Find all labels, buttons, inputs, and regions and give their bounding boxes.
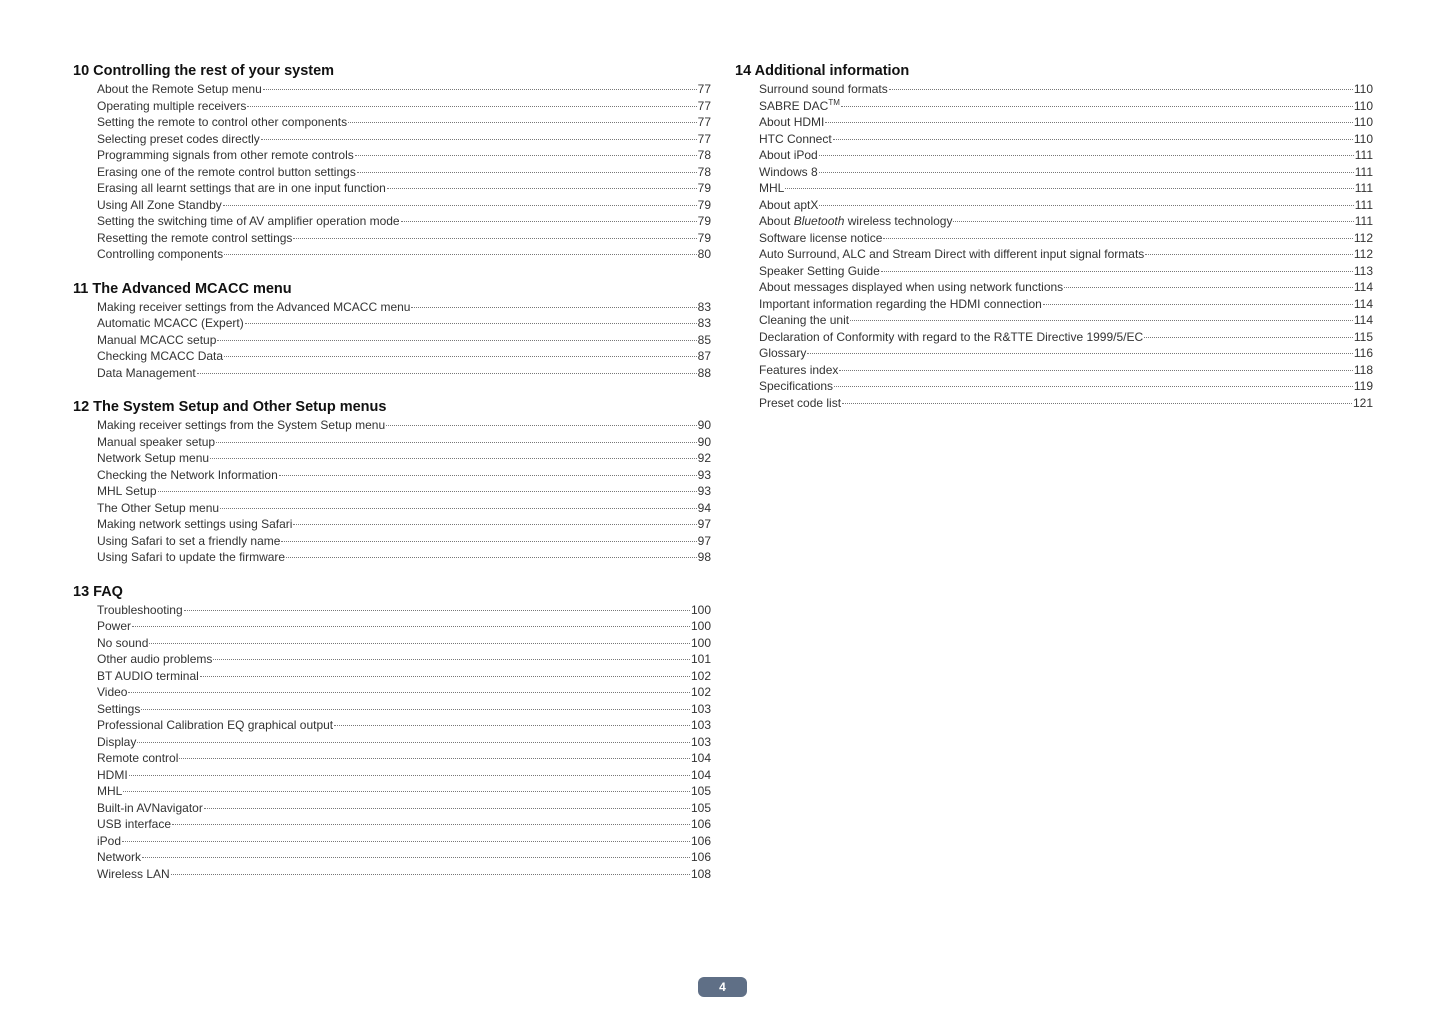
toc-entry-label: Cleaning the unit xyxy=(759,313,850,327)
toc-entry-label: iPod xyxy=(97,833,122,848)
dot-leader xyxy=(281,541,696,542)
toc-entry-page-number: 83 xyxy=(697,316,711,330)
section-title[interactable]: 11 The Advanced MCACC menu xyxy=(73,280,292,297)
toc-entry-label: Video xyxy=(97,685,128,699)
toc-entry-page-number: 79 xyxy=(697,181,711,195)
toc-entry-label: Making receiver settings from the System Setup menu xyxy=(97,418,386,432)
toc-entry-label: MHL xyxy=(97,784,123,798)
toc-entry[interactable] xyxy=(759,312,1373,329)
toc-entry-label: Using Safari to update the firmware xyxy=(97,550,286,564)
toc-entry[interactable] xyxy=(97,450,711,467)
dot-leader xyxy=(386,425,697,426)
toc-entry[interactable] xyxy=(97,147,711,164)
toc-entry[interactable] xyxy=(97,734,711,751)
toc-entry[interactable] xyxy=(759,147,1373,164)
toc-entry-page-number: 85 xyxy=(697,332,711,347)
toc-entry[interactable] xyxy=(97,213,711,230)
dot-leader xyxy=(224,254,697,255)
dot-leader xyxy=(357,172,697,173)
toc-entry-label: Declaration of Conformity with regard to the R&TTE Directive 1999/5/EC xyxy=(759,329,1144,344)
toc-entry-label xyxy=(759,213,952,230)
trademark-superscript: TM xyxy=(828,97,840,107)
toc-entry-label: Speaker Setting Guide xyxy=(759,263,880,278)
toc-entry[interactable] xyxy=(97,434,711,451)
toc-entry-page-number: 77 xyxy=(697,98,711,113)
toc-entry-label: BT AUDIO terminal xyxy=(97,668,199,683)
dot-leader xyxy=(1043,304,1353,305)
toc-entry-page-number: 79 xyxy=(697,214,711,228)
toc-entry-page-number: 108 xyxy=(690,866,711,881)
toc-entry-page-number: 111 xyxy=(1354,197,1373,212)
toc-entry-page-number: 114 xyxy=(1353,280,1373,294)
toc-entry-label: No sound xyxy=(97,635,149,650)
toc-entry-label: About the Remote Setup menu xyxy=(97,82,262,96)
dot-leader xyxy=(224,356,697,357)
dot-leader xyxy=(213,659,690,660)
entry-label-text: About xyxy=(759,214,794,228)
toc-entry[interactable] xyxy=(97,114,711,131)
dot-leader xyxy=(122,841,690,842)
toc-entry-page-number: 102 xyxy=(690,685,711,699)
toc-entry[interactable] xyxy=(97,246,711,263)
toc-entry[interactable] xyxy=(759,362,1373,379)
toc-entry[interactable] xyxy=(97,866,711,883)
toc-entry-label: Checking MCACC Data xyxy=(97,349,224,363)
toc-entry-label: Manual MCACC setup xyxy=(97,332,217,347)
dot-leader xyxy=(204,808,690,809)
toc-entry-label: Remote control xyxy=(97,751,179,765)
toc-entry[interactable] xyxy=(97,602,711,619)
toc-entry[interactable] xyxy=(759,296,1373,313)
toc-entry[interactable] xyxy=(97,348,711,365)
toc-entry-page-number: 105 xyxy=(690,800,711,815)
toc-section xyxy=(735,61,1373,411)
toc-entry-page-number: 104 xyxy=(690,751,711,765)
toc-entry-label: Network xyxy=(97,850,142,864)
dot-leader xyxy=(850,320,1353,321)
toc-entry-label: Built-in AVNavigator xyxy=(97,800,203,815)
toc-entry[interactable] xyxy=(759,246,1373,263)
toc-entry-label: Data Management xyxy=(97,365,196,380)
dot-leader xyxy=(220,508,697,509)
dot-leader xyxy=(881,271,1353,272)
toc-entry-label: Settings xyxy=(97,701,141,716)
toc-entry[interactable] xyxy=(97,833,711,850)
toc-entry-label: USB interface xyxy=(97,817,172,831)
toc-entry[interactable] xyxy=(97,98,711,115)
toc-entry-page-number: 112 xyxy=(1353,230,1373,245)
dot-leader xyxy=(132,626,690,627)
dot-leader xyxy=(263,89,697,90)
toc-entry-list xyxy=(73,602,711,883)
toc-entry[interactable] xyxy=(759,329,1373,346)
toc-entry-label: About messages displayed when using network functions xyxy=(759,280,1064,294)
dot-leader xyxy=(834,386,1353,387)
toc-entry-page-number: 103 xyxy=(690,734,711,749)
dot-leader xyxy=(1144,337,1353,338)
toc-entry-page-number: 93 xyxy=(697,467,711,482)
toc-entry-page-number: 97 xyxy=(697,517,711,531)
toc-entry-page-number: 97 xyxy=(697,533,711,548)
toc-entry[interactable] xyxy=(97,635,711,652)
toc-entry[interactable] xyxy=(97,332,711,349)
toc-entry[interactable] xyxy=(97,684,711,701)
toc-entry-list xyxy=(73,299,711,382)
dot-leader xyxy=(247,106,696,107)
toc-entry[interactable] xyxy=(759,114,1373,131)
toc-entry-label: Professional Calibration EQ graphical output xyxy=(97,718,334,732)
toc-entry-page-number: 77 xyxy=(697,131,711,146)
toc-entry-label xyxy=(759,98,840,115)
dot-leader xyxy=(142,857,690,858)
toc-entry-label: Other audio problems xyxy=(97,652,213,666)
toc-section xyxy=(73,397,711,566)
toc-entry-label: HDMI xyxy=(97,767,128,782)
toc-entry-page-number: 100 xyxy=(690,635,711,650)
toc-entry-page-number: 83 xyxy=(697,299,711,314)
toc-entry-page-number: 90 xyxy=(697,418,711,432)
toc-entry[interactable] xyxy=(97,783,711,800)
toc-entry-page-number: 88 xyxy=(697,365,711,380)
section-title[interactable]: 13 FAQ xyxy=(73,583,123,600)
dot-leader xyxy=(293,238,696,239)
toc-entry-page-number: 80 xyxy=(697,247,711,261)
toc-entry-page-number: 111 xyxy=(1354,181,1373,195)
toc-entry-page-number: 118 xyxy=(1353,362,1373,377)
toc-entry-label: Selecting preset codes directly xyxy=(97,131,260,146)
toc-entry-list xyxy=(73,417,711,566)
toc-entry[interactable] xyxy=(97,81,711,98)
toc-entry-page-number: 87 xyxy=(697,349,711,363)
dot-leader xyxy=(348,122,696,123)
toc-entry[interactable] xyxy=(97,668,711,685)
toc-entry-label: Controlling components xyxy=(97,247,224,261)
toc-entry-label: Programming signals from other remote controls xyxy=(97,148,354,162)
toc-entry-page-number: 78 xyxy=(697,148,711,162)
dot-leader xyxy=(210,458,697,459)
dot-leader xyxy=(149,643,690,644)
entry-label-italic: Bluetooth xyxy=(793,214,845,228)
toc-entry-page-number: 106 xyxy=(690,817,711,831)
toc-entry[interactable] xyxy=(759,213,1373,230)
toc-entry-label: About HDMI xyxy=(759,115,825,129)
dot-leader xyxy=(841,106,1353,107)
toc-entry-label: Checking the Network Information xyxy=(97,467,278,482)
dot-leader xyxy=(172,824,690,825)
dot-leader xyxy=(261,139,697,140)
toc-entry[interactable] xyxy=(97,467,711,484)
dot-leader xyxy=(355,155,697,156)
toc-entry-label: Power xyxy=(97,619,132,633)
dot-leader xyxy=(293,524,696,525)
toc-entry-list xyxy=(735,81,1373,411)
toc-entry[interactable] xyxy=(97,717,711,734)
toc-entry-page-number: 105 xyxy=(690,784,711,798)
dot-leader xyxy=(1064,287,1353,288)
dot-leader xyxy=(217,340,696,341)
toc-entry-page-number: 111 xyxy=(1354,164,1373,179)
section-title[interactable]: 12 The System Setup and Other Setup menus xyxy=(73,399,387,415)
toc-entry[interactable] xyxy=(759,263,1373,280)
toc-column-left xyxy=(73,61,711,898)
toc-entry-page-number: 110 xyxy=(1353,98,1373,113)
dot-leader xyxy=(953,221,1353,222)
toc-entry[interactable] xyxy=(97,651,711,668)
toc-entry[interactable] xyxy=(97,315,711,332)
dot-leader xyxy=(819,172,1354,173)
toc-entry[interactable] xyxy=(759,81,1373,98)
toc-entry[interactable] xyxy=(759,395,1373,412)
toc-entry-page-number: 110 xyxy=(1353,82,1373,96)
toc-entry-page-number: 106 xyxy=(690,850,711,864)
toc-entry-page-number: 119 xyxy=(1353,379,1373,393)
toc-entry-label: MHL Setup xyxy=(97,484,157,498)
toc-entry-page-number: 100 xyxy=(690,619,711,633)
toc-entry-page-number: 103 xyxy=(690,701,711,716)
dot-leader xyxy=(819,205,1353,206)
toc-entry-page-number: 79 xyxy=(697,230,711,245)
dot-leader xyxy=(197,373,697,374)
toc-column-right xyxy=(735,61,1373,427)
toc-entry-page-number: 79 xyxy=(697,197,711,212)
toc-entry[interactable] xyxy=(97,618,711,635)
toc-entry-page-number: 104 xyxy=(690,767,711,782)
dot-leader xyxy=(825,122,1353,123)
toc-entry-page-number: 102 xyxy=(690,668,711,683)
entry-label-text: SABRE DAC xyxy=(759,98,829,113)
toc-entry-label: Setting the remote to control other components xyxy=(97,115,348,129)
toc-entry-label: Important information regarding the HDMI connection xyxy=(759,296,1042,311)
toc-entry[interactable] xyxy=(97,180,711,197)
toc-entry-page-number: 114 xyxy=(1353,313,1373,327)
toc-entry-page-number: 110 xyxy=(1353,115,1373,129)
toc-entry-page-number: 78 xyxy=(697,164,711,179)
toc-entry-page-number: 114 xyxy=(1353,296,1373,311)
toc-entry-label: Auto Surround, ALC and Stream Direct with different input signal formats xyxy=(759,247,1145,261)
toc-entry-label: Automatic MCACC (Expert) xyxy=(97,316,244,330)
toc-entry[interactable] xyxy=(97,365,711,382)
entry-label-suffix: wireless technology xyxy=(844,214,953,228)
toc-entry[interactable] xyxy=(759,98,1373,115)
toc-entry-label: Resetting the remote control settings xyxy=(97,230,293,245)
toc-entry-label: Features index xyxy=(759,362,839,377)
toc-entry-label: Making receiver settings from the Advanced MCACC menu xyxy=(97,299,411,314)
toc-entry-page-number: 101 xyxy=(690,652,711,666)
toc-entry[interactable] xyxy=(97,417,711,434)
toc-entry-label: Preset code list xyxy=(759,395,842,410)
toc-entry-label: About aptX xyxy=(759,197,819,212)
dot-leader xyxy=(184,610,690,611)
dot-leader xyxy=(179,758,690,759)
dot-leader xyxy=(401,221,697,222)
toc-entry[interactable] xyxy=(759,279,1373,296)
toc-entry[interactable] xyxy=(97,750,711,767)
toc-section xyxy=(73,61,711,263)
toc-entry-page-number: 93 xyxy=(697,484,711,498)
toc-entry[interactable] xyxy=(759,230,1373,247)
toc-entry-page-number: 98 xyxy=(697,550,711,564)
toc-entry-label: Windows 8 xyxy=(759,164,818,179)
toc-entry-label: Software license notice xyxy=(759,230,883,245)
toc-entry-page-number: 115 xyxy=(1353,329,1373,344)
dot-leader xyxy=(819,155,1354,156)
toc-section xyxy=(73,582,711,883)
toc-entry[interactable] xyxy=(759,164,1373,181)
toc-entry-list xyxy=(73,81,711,263)
toc-entry[interactable] xyxy=(97,131,711,148)
dot-leader xyxy=(129,775,690,776)
toc-entry-label: Making network settings using Safari xyxy=(97,517,293,531)
dot-leader xyxy=(223,205,697,206)
toc-entry-page-number: 110 xyxy=(1353,131,1373,146)
toc-entry-label: Using All Zone Standby xyxy=(97,197,222,212)
dot-leader xyxy=(839,370,1352,371)
dot-leader xyxy=(200,676,690,677)
toc-entry-page-number: 116 xyxy=(1353,346,1373,360)
dot-leader xyxy=(216,442,697,443)
dot-leader xyxy=(883,238,1352,239)
toc-entry-label: Network Setup menu xyxy=(97,451,210,465)
toc-entry-label: HTC Connect xyxy=(759,131,832,146)
dot-leader xyxy=(123,791,690,792)
toc-entry-page-number: 111 xyxy=(1354,148,1373,162)
toc-entry-page-number: 77 xyxy=(697,82,711,96)
dot-leader xyxy=(842,403,1352,404)
dot-leader xyxy=(833,139,1353,140)
toc-entry-page-number: 111 xyxy=(1354,214,1373,228)
toc-entry[interactable] xyxy=(97,767,711,784)
toc-entry-label: About iPod xyxy=(759,148,818,162)
toc-entry[interactable] xyxy=(97,230,711,247)
toc-entry-label: Troubleshooting xyxy=(97,602,183,617)
toc-entry-page-number: 106 xyxy=(690,833,711,848)
section-title[interactable]: 14 Additional information xyxy=(735,63,910,79)
dot-leader xyxy=(158,491,697,492)
toc-entry[interactable] xyxy=(97,299,711,316)
toc-entry-label: Wireless LAN xyxy=(97,866,170,881)
toc-entry-page-number: 90 xyxy=(697,434,711,449)
toc-entry[interactable] xyxy=(97,500,711,517)
toc-entry-label: Erasing one of the remote control button settings xyxy=(97,164,356,179)
toc-entry-label: MHL xyxy=(759,181,785,195)
toc-entry-page-number: 121 xyxy=(1352,395,1373,410)
toc-entry-label: Specifications xyxy=(759,379,834,393)
toc-entry[interactable] xyxy=(759,345,1373,362)
toc-entry[interactable] xyxy=(97,516,711,533)
toc-entry-label: Glossary xyxy=(759,346,807,360)
toc-entry[interactable] xyxy=(97,164,711,181)
toc-entry[interactable] xyxy=(759,378,1373,395)
dot-leader xyxy=(286,557,697,558)
dot-leader xyxy=(245,323,697,324)
toc-section xyxy=(73,279,711,382)
toc-entry[interactable] xyxy=(97,816,711,833)
toc-entry-label: Erasing all learnt settings that are in one input function xyxy=(97,181,386,195)
dot-leader xyxy=(137,742,690,743)
toc-entry-page-number: 103 xyxy=(690,718,711,732)
dot-leader xyxy=(279,475,697,476)
section-title[interactable]: 10 Controlling the rest of your system xyxy=(73,63,335,79)
dot-leader xyxy=(889,89,1353,90)
dot-leader xyxy=(807,353,1353,354)
toc-entry-page-number: 100 xyxy=(690,602,711,617)
toc-entry[interactable] xyxy=(97,533,711,550)
toc-entry[interactable] xyxy=(97,849,711,866)
toc-entry[interactable] xyxy=(97,483,711,500)
toc-entry-page-number: 112 xyxy=(1353,247,1373,261)
toc-entry[interactable] xyxy=(759,197,1373,214)
toc-entry[interactable] xyxy=(97,197,711,214)
toc-entry[interactable] xyxy=(97,549,711,566)
dot-leader xyxy=(411,307,696,308)
toc-entry-label: Operating multiple receivers xyxy=(97,98,247,113)
dot-leader xyxy=(1145,254,1353,255)
toc-entry-label: The Other Setup menu xyxy=(97,500,220,515)
toc-entry[interactable] xyxy=(97,800,711,817)
page-number-badge: 4 xyxy=(698,977,747,997)
dot-leader xyxy=(171,874,690,875)
toc-entry-page-number: 94 xyxy=(697,500,711,515)
dot-leader xyxy=(334,725,690,726)
toc-entry-label: Setting the switching time of AV amplifier operation mode xyxy=(97,214,400,228)
dot-leader xyxy=(785,188,1353,189)
toc-entry-label: Surround sound formats xyxy=(759,82,888,96)
toc-entry-page-number: 92 xyxy=(697,451,711,465)
toc-entry-label: Display xyxy=(97,734,137,749)
toc-entry[interactable] xyxy=(97,701,711,718)
dot-leader xyxy=(141,709,690,710)
toc-entry[interactable] xyxy=(759,180,1373,197)
dot-leader xyxy=(387,188,697,189)
toc-entry-label: Manual speaker setup xyxy=(97,434,216,449)
toc-entry-page-number: 113 xyxy=(1353,263,1373,278)
toc-entry[interactable] xyxy=(759,131,1373,148)
dot-leader xyxy=(128,692,689,693)
toc-entry-page-number: 77 xyxy=(697,115,711,129)
toc-entry-label: Using Safari to set a friendly name xyxy=(97,533,281,548)
